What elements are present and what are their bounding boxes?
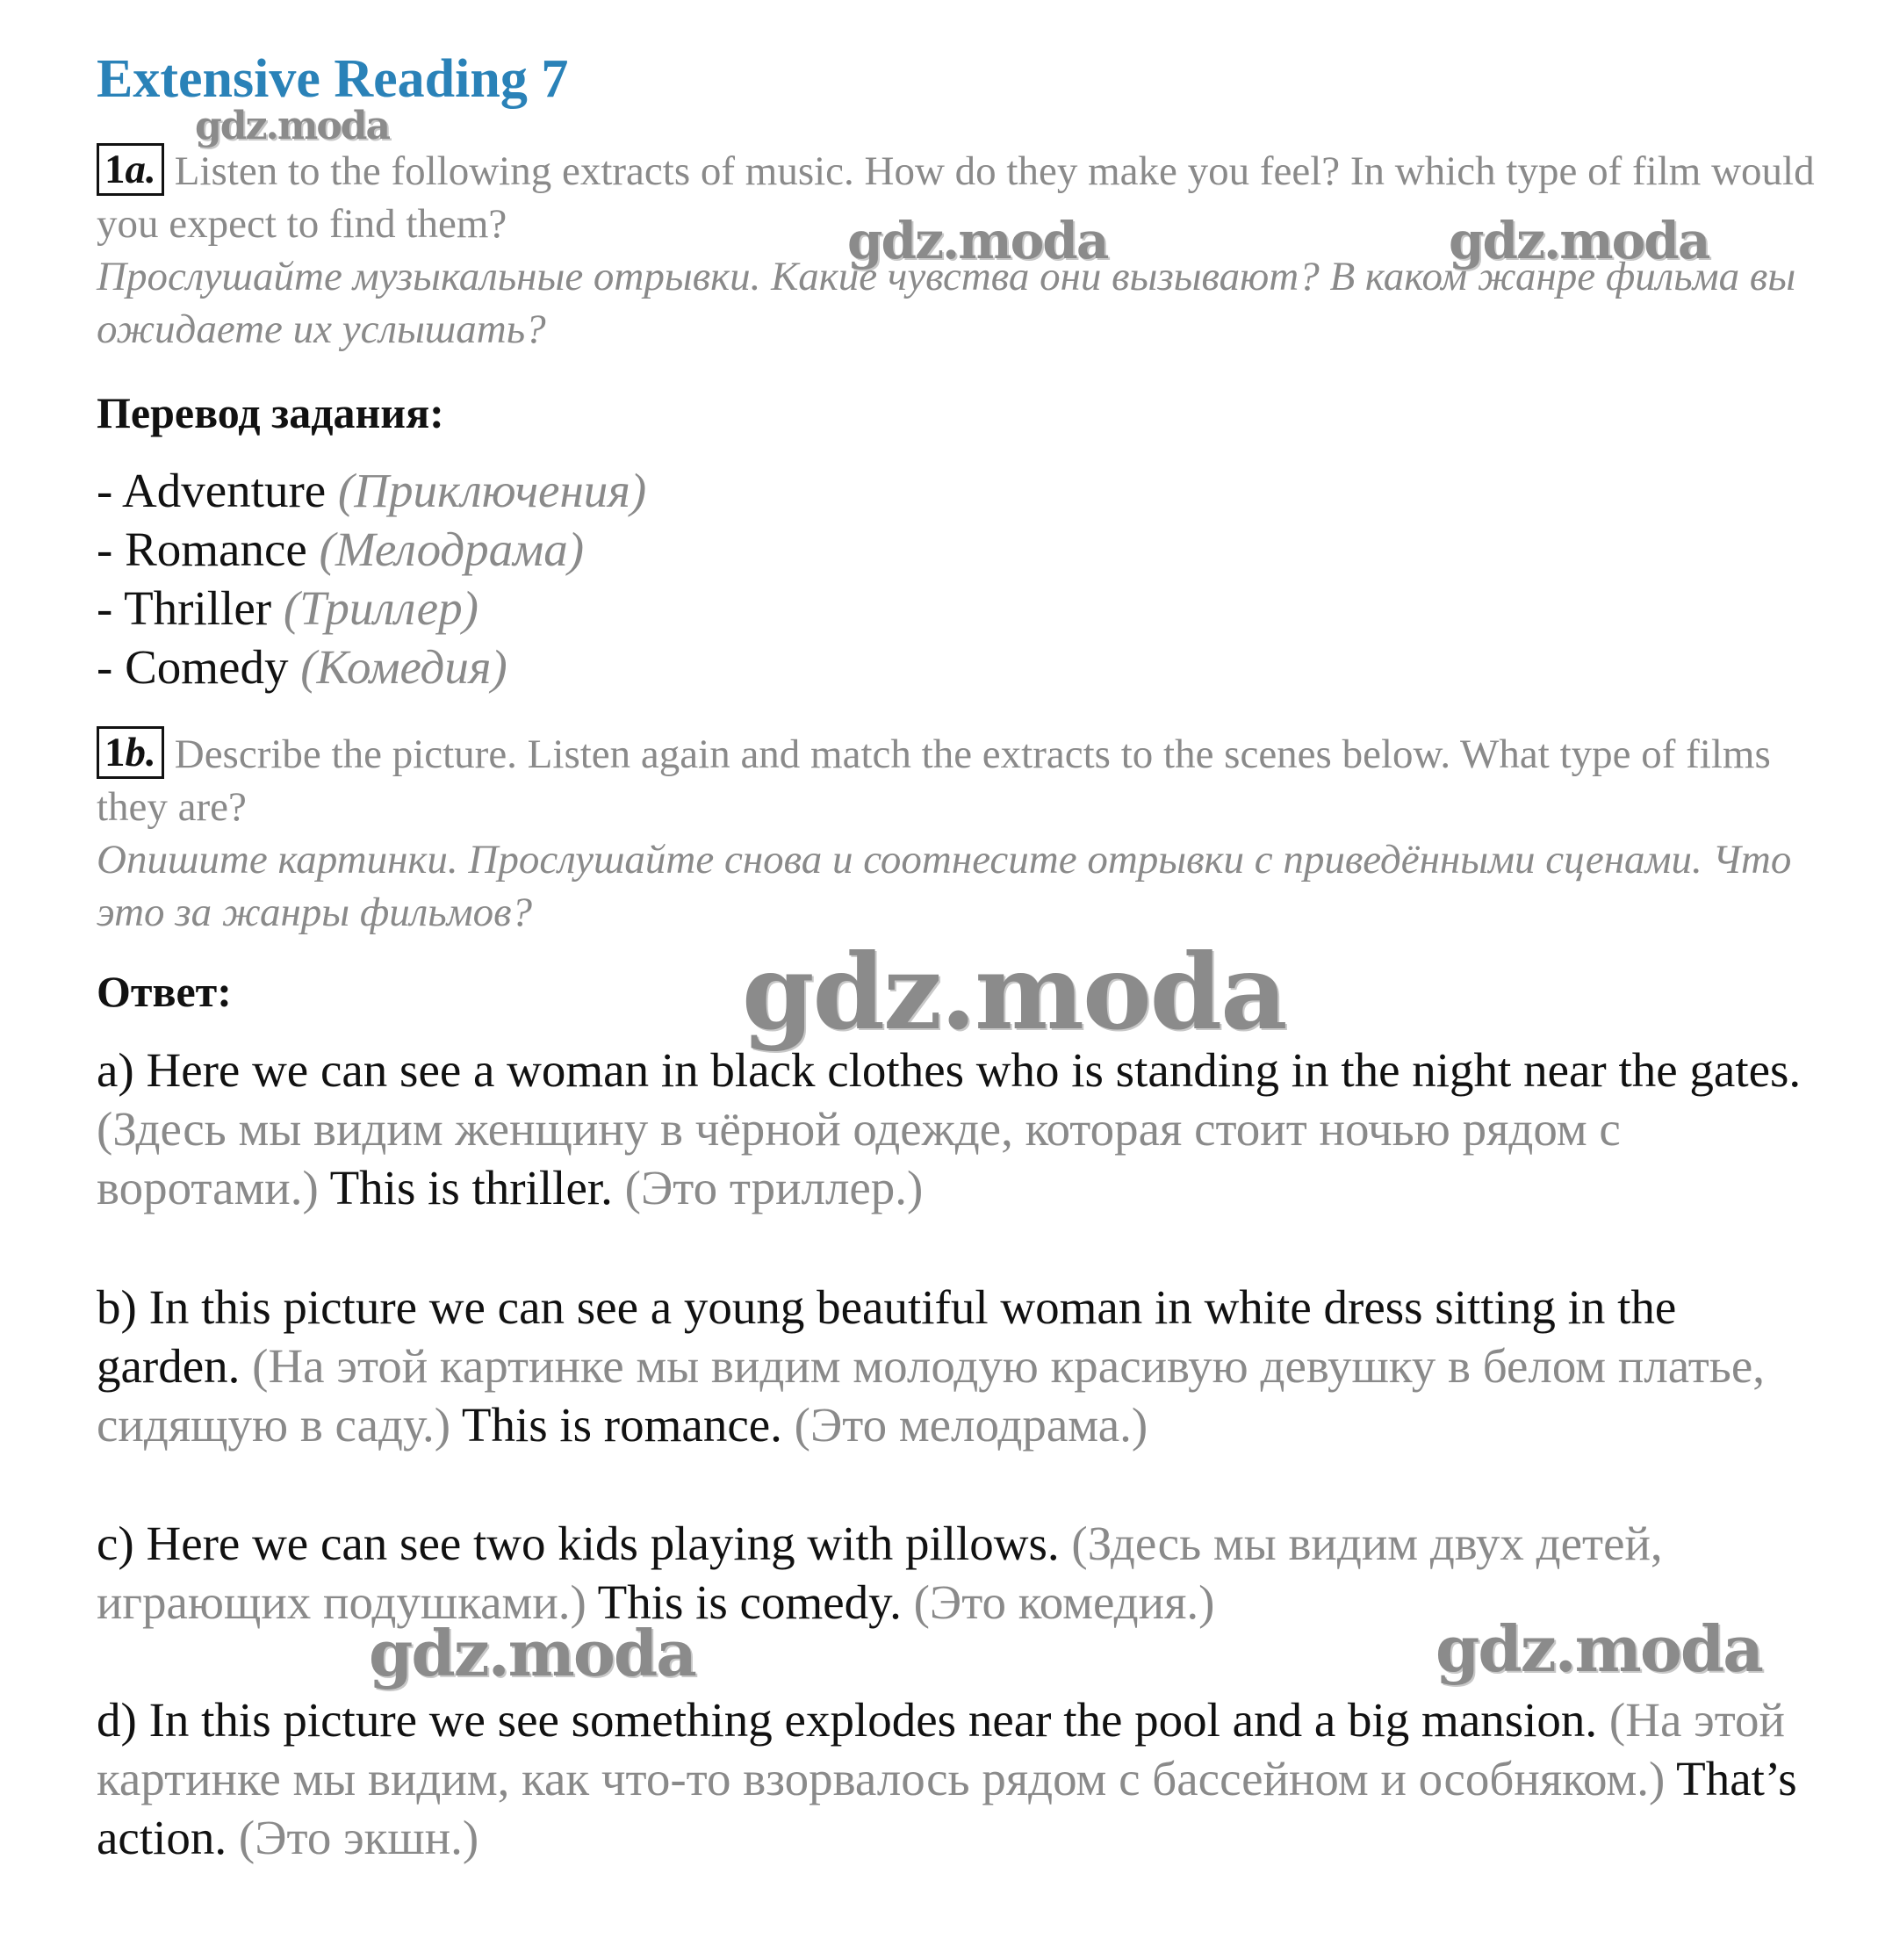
answer-genre-translation: (Это триллер.) (624, 1161, 924, 1214)
genre-list (97, 461, 646, 696)
task-1b-text-ru: Опишите картинки. Прослушайте снова и соотнесите отрывки с приведёнными сценами. Что это за жанры фильмов? (97, 837, 1792, 935)
genre-en: - Comedy (97, 640, 289, 694)
genre-ru: (Комедия) (300, 640, 507, 694)
answer-description-translation: (Здесь мы видим двух детей, играющих подушками.) (97, 1517, 1663, 1629)
task-1a-text-ru: Прослушайте музыкальные отрывки. Какие чувства они вызывают? В каком жанре фильма вы ожидаете их услышать? (97, 254, 1796, 352)
genre-en: - Thriller (97, 581, 272, 635)
answer-item (97, 1041, 1817, 1217)
answer-genre: This is romance. (461, 1398, 782, 1452)
answer-item (97, 1690, 1817, 1867)
watermark: gdz.moda (742, 931, 1286, 1053)
answer-heading: Ответ: (97, 967, 232, 1016)
genre-item (97, 520, 646, 579)
answer-item (97, 1278, 1817, 1454)
answer-genre-translation: (Это мелодрама.) (794, 1398, 1148, 1452)
task-1a-text-en: Listen to the following extracts of music. How do they make you feel? In which type of film would you expect to find them? (97, 148, 1815, 247)
task-1a-letter: a. (125, 147, 156, 192)
genre-ru: (Приключения) (337, 464, 647, 517)
answer-description-translation: (На этой картинке мы видим молодую красивую девушку в белом платье, сидящую в саду.) (97, 1339, 1765, 1452)
answer-description: d) In this picture we see something explodes near the pool and a big mansion. (97, 1693, 1598, 1747)
answer-description-translation: (Здесь мы видим женщину в чёрной одежде, которая стоит ночью рядом с воротами.) (97, 1102, 1621, 1214)
translation-heading: Перевод задания: (97, 388, 444, 437)
genre-item (97, 461, 646, 520)
answer-genre: This is thriller. (329, 1161, 613, 1214)
task-1b (97, 726, 1817, 939)
genre-en: - Romance (97, 522, 307, 576)
watermark: gdz.moda (847, 211, 1108, 270)
answer-genre: That’s action. (97, 1752, 1797, 1864)
genre-ru: (Триллер) (283, 581, 478, 635)
genre-ru: (Мелодрама) (319, 522, 585, 576)
watermark: gdz.moda (1435, 1611, 1762, 1686)
task-1b-badge (97, 726, 164, 779)
genre-item (97, 579, 646, 638)
genre-en: - Adventure (97, 464, 327, 517)
answer-description-translation: (На этой картинке мы видим, как что-то взорвалось рядом с бассейном и особняком.) (97, 1693, 1785, 1805)
task-1b-number: 1 (104, 730, 126, 775)
task-1b-text-en: Describe the picture. Listen again and match the extracts to the scenes below. What type of films they are? (97, 731, 1771, 830)
page-title: Extensive Reading 7 (97, 49, 569, 109)
task-1a-number: 1 (104, 147, 126, 192)
answer-description: b) In this picture we can see a young beautiful woman in white dress sitting in the garden. (97, 1280, 1677, 1393)
watermark: gdz.moda (195, 104, 390, 148)
task-1b-letter: b. (125, 730, 156, 775)
genre-item (97, 638, 646, 696)
answer-genre: This is comedy. (597, 1575, 902, 1629)
watermark: gdz.moda (369, 1616, 695, 1690)
watermark: gdz.moda (1449, 211, 1709, 270)
answer-genre-translation: (Это комедия.) (913, 1575, 1215, 1629)
answer-description: a) Here we can see a woman in black clothes who is standing in the night near the gates. (97, 1043, 1802, 1097)
answer-description: c) Here we can see two kids playing with pillows. (97, 1517, 1060, 1570)
answer-genre-translation: (Это экшн.) (238, 1811, 479, 1864)
task-1a-badge (97, 143, 164, 196)
